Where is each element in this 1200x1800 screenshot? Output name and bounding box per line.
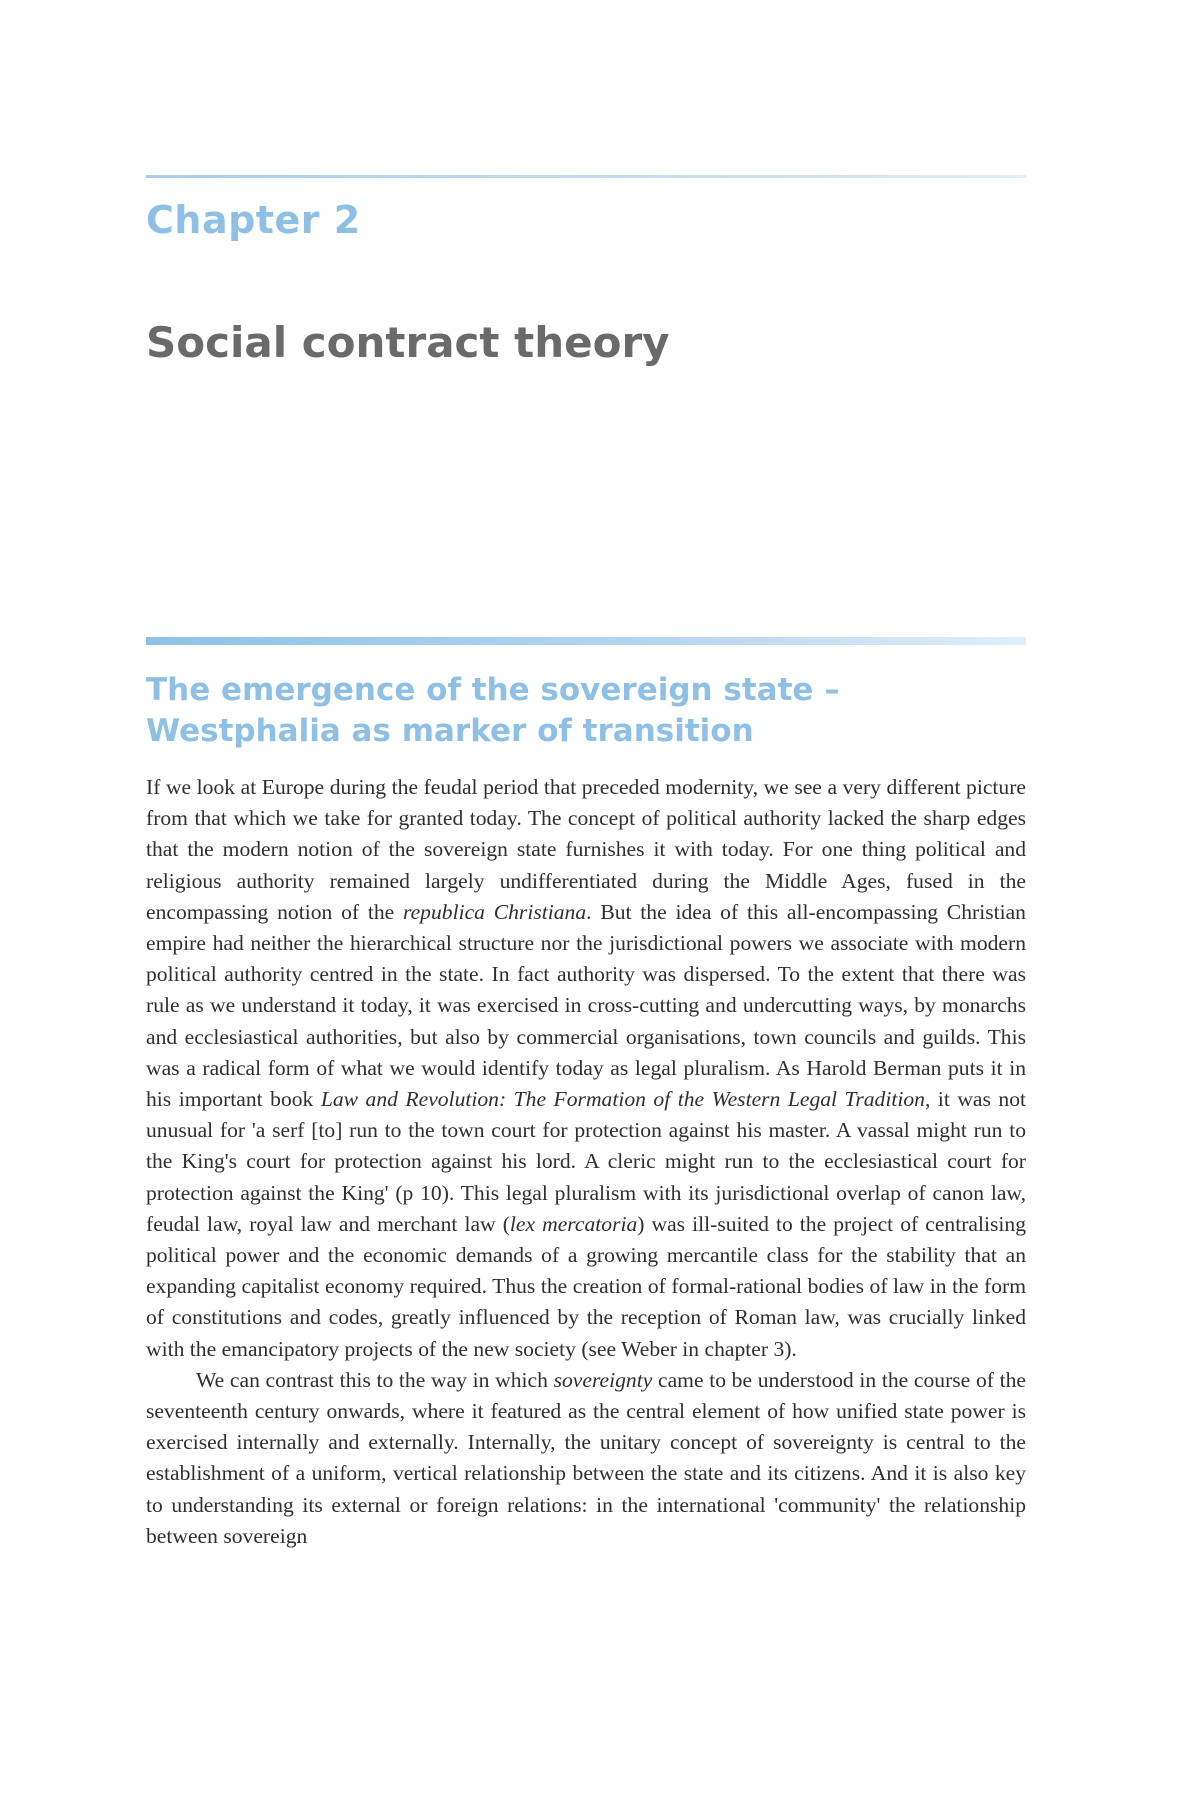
paragraph-2-text-1: We can contrast this to the way in which: [196, 1367, 554, 1392]
paragraph-1-text-4: ) was ill-suited to the project of centralising political power and the economic demands of a growing mercantile class for the stability that an expanding capitalist economy required. Thus the creation of formal-rational bodies of law in the form of constitutions and codes, greatly influenced by the reception of Roman law, was crucially linked with the emancipatory projects of the new society (see Weber in chapter 3).: [146, 1211, 1026, 1361]
paragraph-1: [146, 772, 1026, 1365]
chapter-title: Social contract theory: [146, 318, 670, 367]
paragraph-1-italic-3: lex mercatoria: [509, 1211, 638, 1236]
top-rule-divider: [146, 175, 1026, 178]
paragraph-1-text-1: If we look at Europe during the feudal period that preceded modernity, we see a very different picture from that which we take for granted today. The concept of political authority lacked the sharp edges that the modern notion of the sovereign state furnishes it with today. For one thing political and religious authority remained largely undifferentiated during the Middle Ages, fused in the encompassing notion of the: [146, 775, 1026, 924]
chapter-label: Chapter 2: [146, 198, 361, 242]
paragraph-2-text-2: came to be understood in the course of the seventeenth century onwards, where it featured as the central element of how unified state power is exercised internally and externally. Internally, the unitary concept of sovereignty is central to the establishment of a uniform, vertical relationship between the state and its citizens. And it is also key to understanding its external or foreign relations: in the international 'community' the relationship between sovereign: [146, 1367, 1026, 1548]
paragraph-2-italic-1: sovereignty: [553, 1367, 653, 1392]
paragraph-1-text-2: . But the idea of this all-encompassing Christian empire had neither the hierarchical structure nor the jurisdictional powers we associate with modern political authority centred in the state. In fact authority was dispersed. To the extent that there was rule as we understand it today, it was exercised in cross-cutting and undercutting ways, by monarchs and ecclesiastical authorities, but also by commercial organisations, town councils and guilds. This was a radical form of what we would identify today as legal pluralism. As Harold Berman puts it in his important book: [146, 899, 1026, 1112]
paragraph-2: [146, 1365, 1026, 1552]
paragraph-1-text-3: , it was not unusual for 'a serf [to] run to the town court for protection against his master. A vassal might run to the King's court for protection against his lord. A cleric might run to the ecclesiastical court for protection against the King' (p 10). This legal pluralism with its jurisdictional overlap of canon law, feudal law, royal law and merchant law (: [146, 1087, 1027, 1236]
section-rule-divider: [146, 637, 1026, 645]
paragraph-1-italic-1: republica Christiana: [403, 899, 587, 924]
section-heading-line-1: The emergence of the sovereign state –: [146, 672, 840, 708]
section-heading-line-2: Westphalia as marker of transition: [146, 713, 754, 749]
section-heading: [146, 670, 1046, 752]
paragraph-1-book-title: Law and Revolution: The Formation of the Western Legal Tradition: [320, 1087, 925, 1112]
body-text: [146, 772, 1026, 1552]
